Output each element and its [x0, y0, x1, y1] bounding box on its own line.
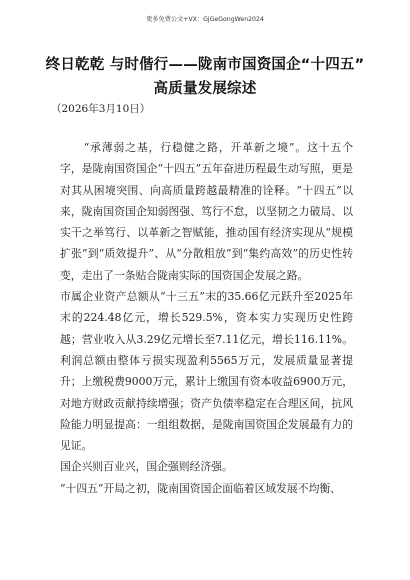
- document-body: [60, 137, 353, 499]
- paragraph-intro: “承薄弱之基，行稳健之路，开革新之境”。这十五个字，是陇南国资国企“十四五”五年奋进历程最生动写照，更是对其从困境突围、向高质量跨越最精准的诠释。“十四五”以来，陇南国资国企知弱图强、笃行不怠，以坚韧之力破局、以实干之举笃行、以革新之智赋能，推动国有经济实现从“规模扩张”到“质效提升”、从“分散粗放”到“集约高效”的历史性转变，走出了一条贴合陇南实际的国资国企发展之路。: [60, 141, 353, 282]
- paragraph-statistics: 市属企业资产总额从“十三五”末的35.66亿元跃升至2025年末的224.48亿元，增长529.5%，资本实力实现历史性跨越；营业收入从3.29亿元增长至7.11亿元，增长116.11%。利润总额由整体亏损实现盈利5565万元，发展质量显著提升；上缴税费9000万元，累计上缴国有资本收益6900万元，对地方财政贡献持续增强；资产负债率稳定在合理区间，抗风险能力明显提高：一组组数据，是陇南国资国企发展最有力的见证。: [60, 290, 353, 453]
- header-note: 更多免费公文+VX：GjGeGongWen2024: [146, 16, 264, 23]
- document-title-line-1: 终日乾乾 与时偕行——陇南市国资国企“十四五”: [45, 57, 365, 73]
- document-date: （2026年3月10日）: [51, 103, 151, 115]
- paragraph-slogan: 国企兴则百业兴，国企强则经济强。: [60, 460, 233, 474]
- document-title-line-2: 高质量发展综述: [153, 81, 257, 97]
- paragraph-continuation: “十四五”开局之初，陇南国资国企面临着区域发展不均衡、: [60, 481, 341, 495]
